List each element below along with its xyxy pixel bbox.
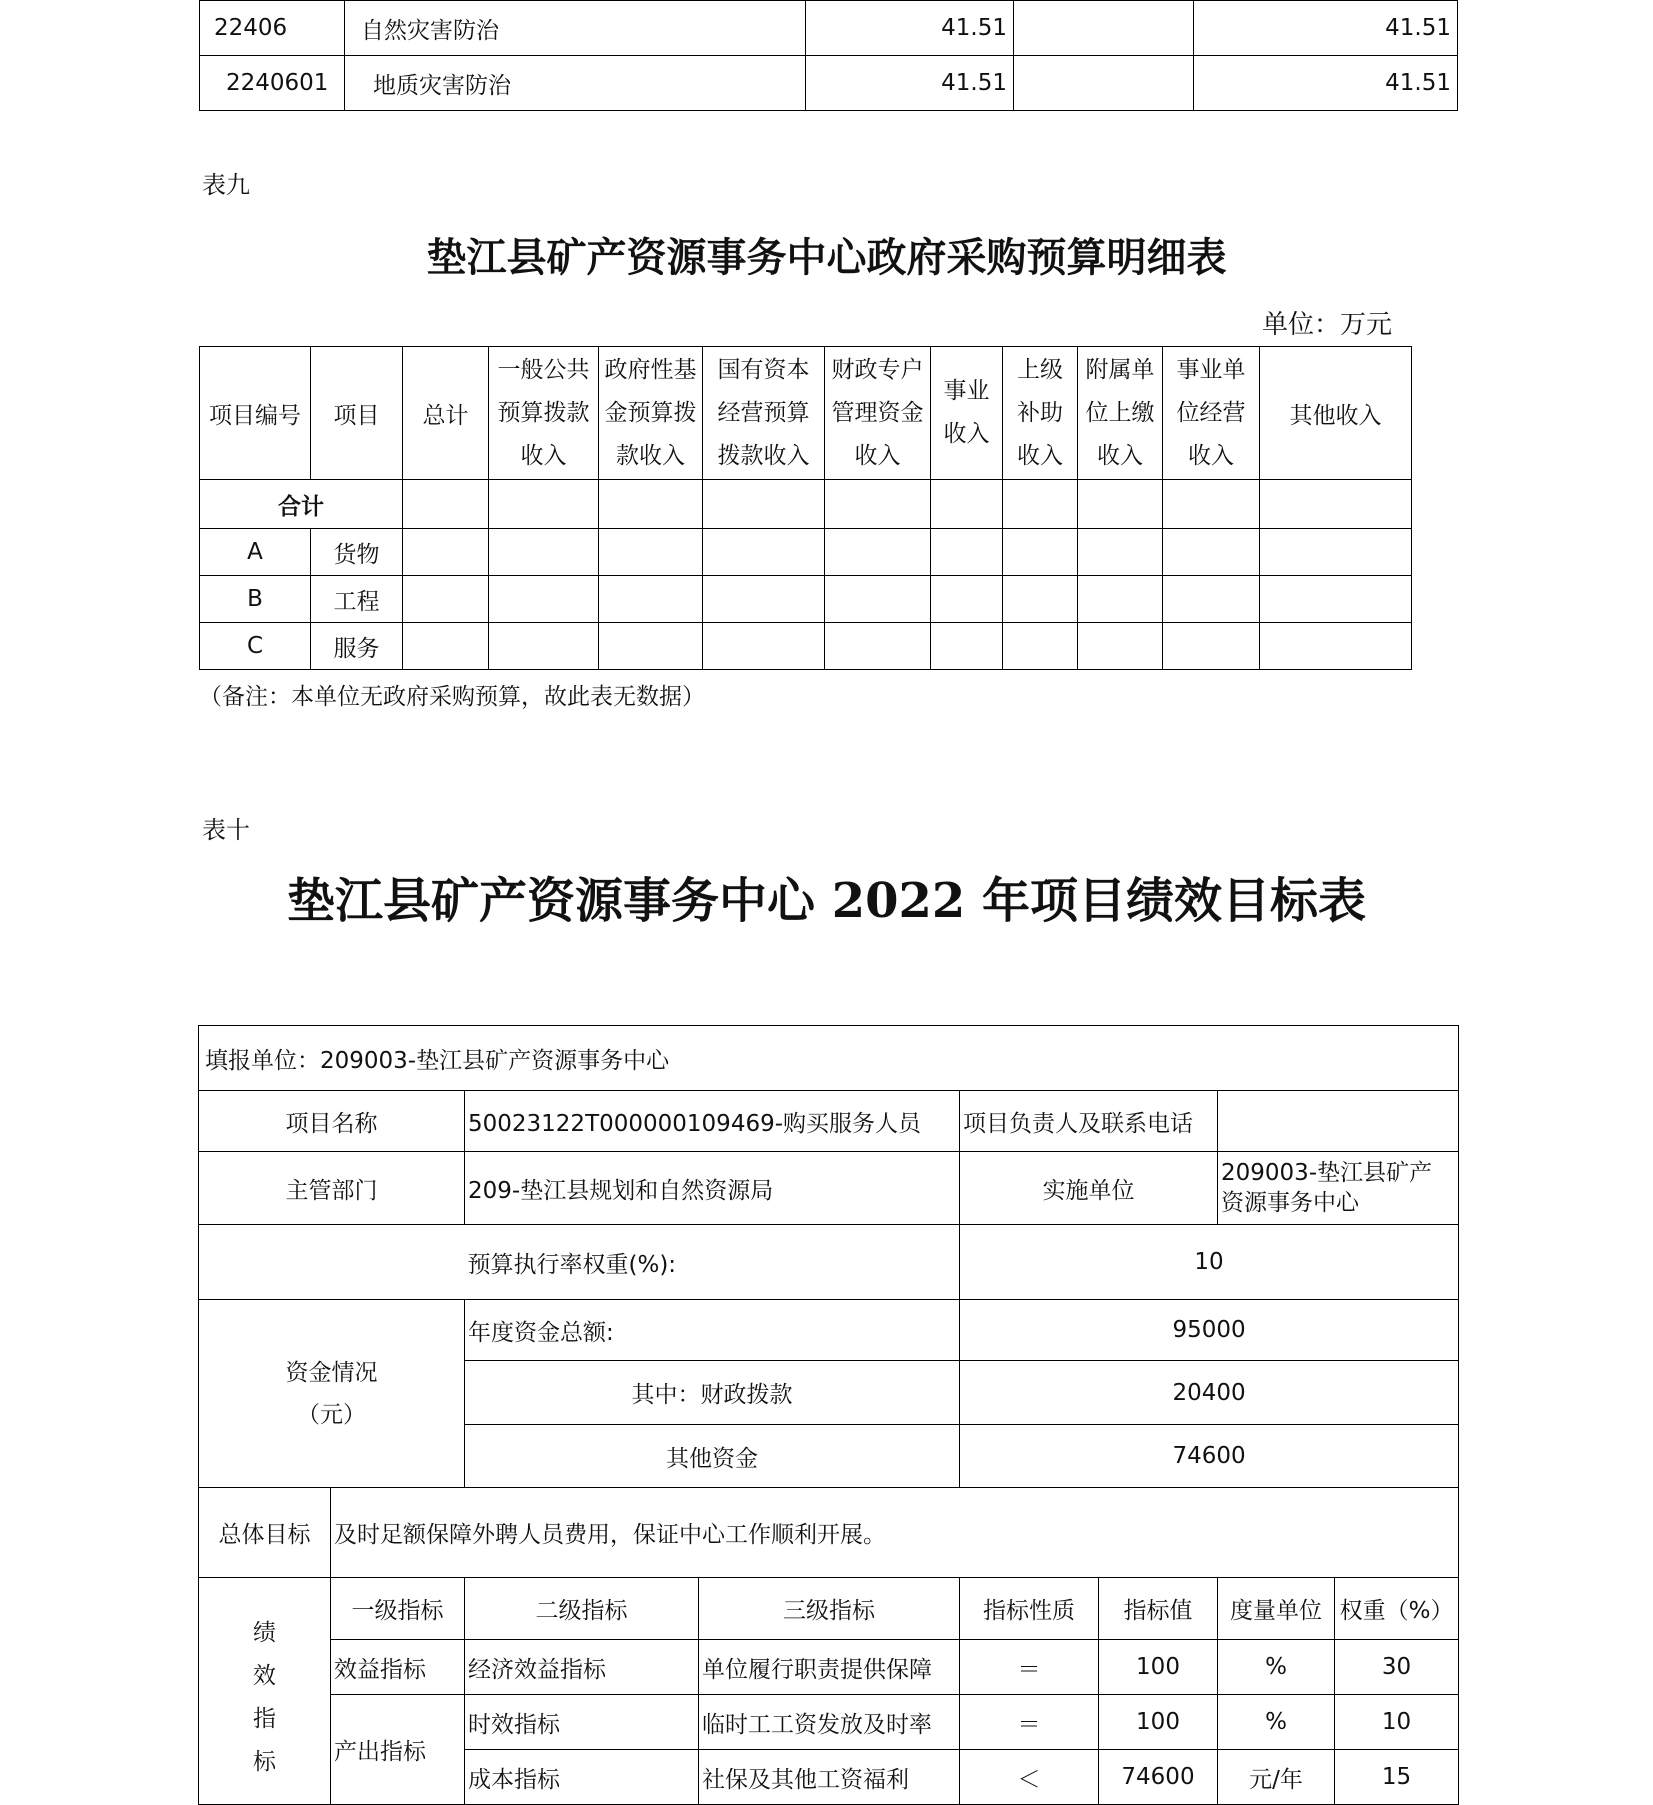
fill-unit: 填报单位：209003-垫江县矿产资源事务中心 <box>199 1026 1459 1091</box>
perf-nature: ＝ <box>960 1695 1099 1750</box>
contact-value <box>1218 1091 1459 1152</box>
impl-value <box>1218 1152 1459 1225</box>
project-name-label: 项目名称 <box>199 1091 465 1152</box>
cell-total: 41.51 <box>806 56 1014 111</box>
header-line: 位经营 <box>1176 399 1246 426</box>
cell <box>1163 576 1260 623</box>
header-line: 拨款收入 <box>717 442 810 469</box>
table-row <box>200 623 1412 670</box>
funds-label <box>199 1300 465 1488</box>
header-line: 款收入 <box>616 442 685 469</box>
header-line: 一般公共 <box>497 356 590 383</box>
table9-note: （备注：本单位无政府采购预算，故此表无数据） <box>199 684 705 710</box>
perf-header: 权重（%） <box>1335 1578 1459 1640</box>
exec-rate-value: 10 <box>960 1225 1459 1300</box>
perf-value: 100 <box>1099 1640 1218 1695</box>
cell <box>403 576 489 623</box>
cell <box>1260 480 1412 529</box>
perf-label-char: 效 <box>253 1663 276 1689</box>
header-line: 上级 <box>1017 356 1063 383</box>
header-item: 项目 <box>311 347 403 480</box>
cell <box>703 576 825 623</box>
cell <box>825 480 931 529</box>
perf-header: 指标性质 <box>960 1578 1099 1640</box>
row-code: B <box>200 576 311 623</box>
cell <box>599 576 703 623</box>
cell-mid <box>1014 56 1194 111</box>
cell <box>1003 623 1078 670</box>
table10 <box>198 1025 1459 1805</box>
cell <box>931 529 1003 576</box>
cell-mid <box>1014 1 1194 56</box>
fiscal-label: 其中：财政拨款 <box>465 1361 960 1425</box>
cell <box>1260 623 1412 670</box>
cell <box>1003 480 1078 529</box>
header-total: 总计 <box>403 347 489 480</box>
cell <box>489 623 599 670</box>
table9-unit: 单位：万元 <box>1262 310 1393 340</box>
perf-label-char: 标 <box>253 1749 276 1775</box>
goal-label: 总体目标 <box>199 1488 331 1578</box>
table-row <box>200 529 1412 576</box>
table-row <box>200 56 1458 111</box>
perf-unit: 元/年 <box>1218 1750 1335 1805</box>
row-item: 货物 <box>311 529 403 576</box>
fill-unit-row <box>199 1026 1459 1091</box>
dept-label: 主管部门 <box>199 1152 465 1225</box>
cell-name: 自然灾害防治 <box>345 1 806 56</box>
cell <box>931 623 1003 670</box>
annual-label: 年度资金总额: <box>465 1300 960 1361</box>
annual-value: 95000 <box>960 1300 1459 1361</box>
perf-value: 100 <box>1099 1695 1218 1750</box>
cell <box>199 1225 465 1300</box>
header-state-capital <box>703 347 825 480</box>
header-line: 金预算拨 <box>604 399 697 426</box>
header-line: 管理资金 <box>831 399 924 426</box>
row-code: A <box>200 529 311 576</box>
cell <box>1260 529 1412 576</box>
cell-name: 地质灾害防治 <box>345 56 806 111</box>
cell <box>1163 623 1260 670</box>
impl-line: 资源事务中心 <box>1221 1190 1359 1216</box>
cell <box>1078 623 1163 670</box>
annual-row <box>199 1300 1459 1361</box>
cell <box>599 623 703 670</box>
header-business-income <box>931 347 1003 480</box>
perf-header: 一级指标 <box>331 1578 465 1640</box>
header-line: 财政专户 <box>831 356 924 383</box>
perf-nature: ＝ <box>960 1640 1099 1695</box>
cell <box>403 623 489 670</box>
exec-rate-label: 预算执行率权重(%): <box>465 1225 960 1300</box>
cell <box>1003 576 1078 623</box>
header-other-income: 其他收入 <box>1260 347 1412 480</box>
perf-l1: 效益指标 <box>331 1640 465 1695</box>
cell-last: 41.51 <box>1194 1 1458 56</box>
header-line: 预算拨款 <box>497 399 590 426</box>
table9-total-row <box>200 480 1412 529</box>
perf-l3: 临时工工资发放及时率 <box>699 1695 960 1750</box>
perf-header: 三级指标 <box>699 1578 960 1640</box>
top-table <box>199 0 1458 111</box>
cell <box>1078 480 1163 529</box>
header-line: 国有资本 <box>717 356 810 383</box>
header-line: 收入 <box>1097 442 1143 469</box>
table-row <box>200 576 1412 623</box>
table9-label: 表九 <box>202 171 250 199</box>
cell <box>1163 480 1260 529</box>
header-line: 经营预算 <box>717 399 810 426</box>
header-line: 收入 <box>854 442 901 469</box>
fiscal-value: 20400 <box>960 1361 1459 1425</box>
table-row <box>199 1640 1459 1695</box>
dept-value: 209-垫江县规划和自然资源局 <box>465 1152 960 1225</box>
table-row <box>199 1695 1459 1750</box>
cell <box>703 480 825 529</box>
perf-nature: ＜ <box>960 1750 1099 1805</box>
cell <box>703 529 825 576</box>
perf-header-row <box>199 1578 1459 1640</box>
header-affiliated-unit <box>1078 347 1163 480</box>
cell-code: 22406 <box>200 1 345 56</box>
table9-title: 垫江县矿产资源事务中心政府采购预算明细表 <box>426 234 1227 281</box>
impl-label: 实施单位 <box>960 1152 1218 1225</box>
cell <box>599 480 703 529</box>
table9 <box>199 346 1412 670</box>
row-item: 服务 <box>311 623 403 670</box>
perf-l2: 时效指标 <box>465 1695 699 1750</box>
perf-label <box>199 1578 331 1805</box>
header-line: 收入 <box>1017 442 1063 469</box>
header-superior-subsidy <box>1003 347 1078 480</box>
header-gov-fund <box>599 347 703 480</box>
table-row <box>200 1 1458 56</box>
dept-row <box>199 1152 1459 1225</box>
contact-label: 项目负责人及联系电话 <box>960 1091 1218 1152</box>
header-line: 补助 <box>1017 399 1063 426</box>
row-code: C <box>200 623 311 670</box>
perf-weight: 10 <box>1335 1695 1459 1750</box>
cell-code: 2240601 <box>200 56 345 111</box>
header-line: 附属单 <box>1085 356 1155 383</box>
header-operating-income <box>1163 347 1260 480</box>
cell <box>403 480 489 529</box>
perf-unit: % <box>1218 1640 1335 1695</box>
header-general-budget <box>489 347 599 480</box>
impl-line: 209003-垫江县矿产 <box>1221 1160 1433 1186</box>
header-line: 政府性基 <box>604 356 697 383</box>
perf-header: 度量单位 <box>1218 1578 1335 1640</box>
perf-value: 74600 <box>1099 1750 1218 1805</box>
other-label: 其他资金 <box>465 1425 960 1488</box>
perf-l3: 单位履行职责提供保障 <box>699 1640 960 1695</box>
perf-l1: 产出指标 <box>331 1695 465 1805</box>
header-line: 收入 <box>520 442 567 469</box>
header-line: 位上缴 <box>1085 399 1155 426</box>
funds-label-line: （元） <box>297 1401 366 1428</box>
cell <box>703 623 825 670</box>
exec-rate-row <box>199 1225 1459 1300</box>
perf-weight: 15 <box>1335 1750 1459 1805</box>
header-line: 收入 <box>1188 442 1234 469</box>
perf-l2: 经济效益指标 <box>465 1640 699 1695</box>
cell <box>1078 529 1163 576</box>
perf-header: 二级指标 <box>465 1578 699 1640</box>
cell <box>931 576 1003 623</box>
cell <box>825 529 931 576</box>
project-name: 50023122T000000109469-购买服务人员 <box>465 1091 960 1152</box>
cell <box>825 576 931 623</box>
goal-value: 及时足额保障外聘人员费用，保证中心工作顺利开展。 <box>331 1488 1459 1578</box>
cell <box>489 480 599 529</box>
total-label: 合计 <box>200 480 403 529</box>
header-fiscal-account <box>825 347 931 480</box>
row-item: 工程 <box>311 576 403 623</box>
cell <box>1003 529 1078 576</box>
cell <box>403 529 489 576</box>
perf-weight: 30 <box>1335 1640 1459 1695</box>
cell <box>1078 576 1163 623</box>
cell-total: 41.51 <box>806 1 1014 56</box>
perf-l2: 成本指标 <box>465 1750 699 1805</box>
header-line: 收入 <box>943 421 990 447</box>
cell-last: 41.51 <box>1194 56 1458 111</box>
header-code: 项目编号 <box>200 347 311 480</box>
cell <box>1260 576 1412 623</box>
funds-label-line: 资金情况 <box>285 1359 378 1386</box>
project-name-row <box>199 1091 1459 1152</box>
cell <box>931 480 1003 529</box>
cell <box>489 576 599 623</box>
cell <box>825 623 931 670</box>
perf-label-char: 指 <box>253 1706 276 1732</box>
cell <box>599 529 703 576</box>
table10-label: 表十 <box>202 816 250 844</box>
perf-unit: % <box>1218 1695 1335 1750</box>
table10-title: 垫江县矿产资源事务中心 2022 年项目绩效目标表 <box>286 873 1367 929</box>
cell <box>489 529 599 576</box>
perf-label-char: 绩 <box>253 1620 276 1646</box>
perf-l3: 社保及其他工资福利 <box>699 1750 960 1805</box>
other-value: 74600 <box>960 1425 1459 1488</box>
header-line: 事业单 <box>1176 356 1246 383</box>
perf-header: 指标值 <box>1099 1578 1218 1640</box>
goal-row <box>199 1488 1459 1578</box>
header-line: 事业 <box>943 378 990 404</box>
table9-header-row <box>200 347 1412 480</box>
cell <box>1163 529 1260 576</box>
